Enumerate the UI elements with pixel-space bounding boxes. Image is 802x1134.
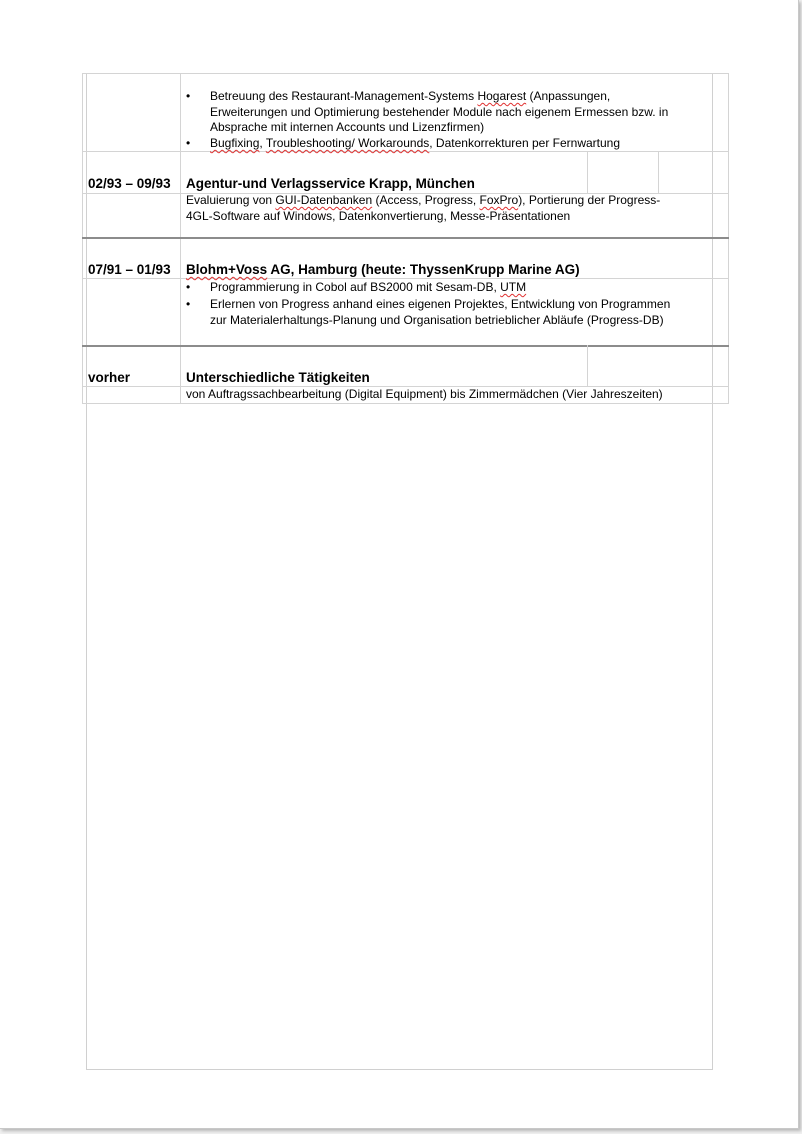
bullet-text [210,136,620,152]
spellcheck-word: Bugfixing [210,136,260,150]
text-segment: Evaluierung von [186,193,276,207]
bullet-glyph: • [186,280,191,294]
text-segment: Betreuung des Restaurant-Management-Systems [210,89,478,103]
bullet-glyph: • [186,89,191,103]
bullet-text: Erlernen von Progress anhand eines eigenen Projektes, Entwicklung von Programmen [210,297,671,311]
entry-date: vorher [88,370,131,385]
entry-title: Agentur-und Verlagsservice Krapp, München [186,176,475,191]
entry-title: Unterschiedliche Tätigkeiten [186,370,370,385]
text-segment: (Access, Progress, [372,193,480,207]
text-segment: (Anpassungen, [526,89,611,103]
spellcheck-word: GUI-Datenbanken [275,193,373,207]
entry-date: 02/93 – 09/93 [88,176,171,191]
bullet-glyph: • [186,136,191,150]
bullet-text: zur Materialerhaltungs-Planung und Organisation betrieblicher Abläufe (Progress-DB) [210,312,664,327]
entry-description: von Auftragssachbearbeitung (Digital Equipment) bis Zimmermädchen (Vier Jahreszeiten) [186,387,663,401]
entry-description: 4GL-Software auf Windows, Datenkonvertierung, Messe-Präsentationen [186,208,571,223]
text-segment: Programmierung in Cobol auf BS2000 mit Sesam-DB, [210,280,501,294]
text-segment: ), Portierung der Progress- [518,193,661,207]
spellcheck-word: Troubleshooting/ Workarounds [265,136,430,150]
spellcheck-word: Blohm+Voss [186,262,268,277]
entry-description [186,193,660,209]
bullet-text [210,280,526,296]
text-segment: , Datenkorrekturen per Fernwartung [429,136,621,150]
bullet-text [210,89,610,105]
entry-title [186,262,580,278]
text-segment: , [259,136,266,150]
bullet-glyph: • [186,297,191,311]
text-segment: AG, Hamburg (heute: ThyssenKrupp Marine AG) [267,262,580,277]
spellcheck-word: FoxPro [479,193,519,207]
entry-date: 07/91 – 01/93 [88,262,171,277]
bullet-text: Absprache mit internen Accounts und Lizenzfirmen) [210,120,485,134]
spellcheck-word: Hogarest [477,89,527,103]
spellcheck-word: UTM [500,280,527,294]
bullet-text: Erweiterungen und Optimierung bestehender Module nach eigenem Ermessen bzw. in [210,104,669,119]
